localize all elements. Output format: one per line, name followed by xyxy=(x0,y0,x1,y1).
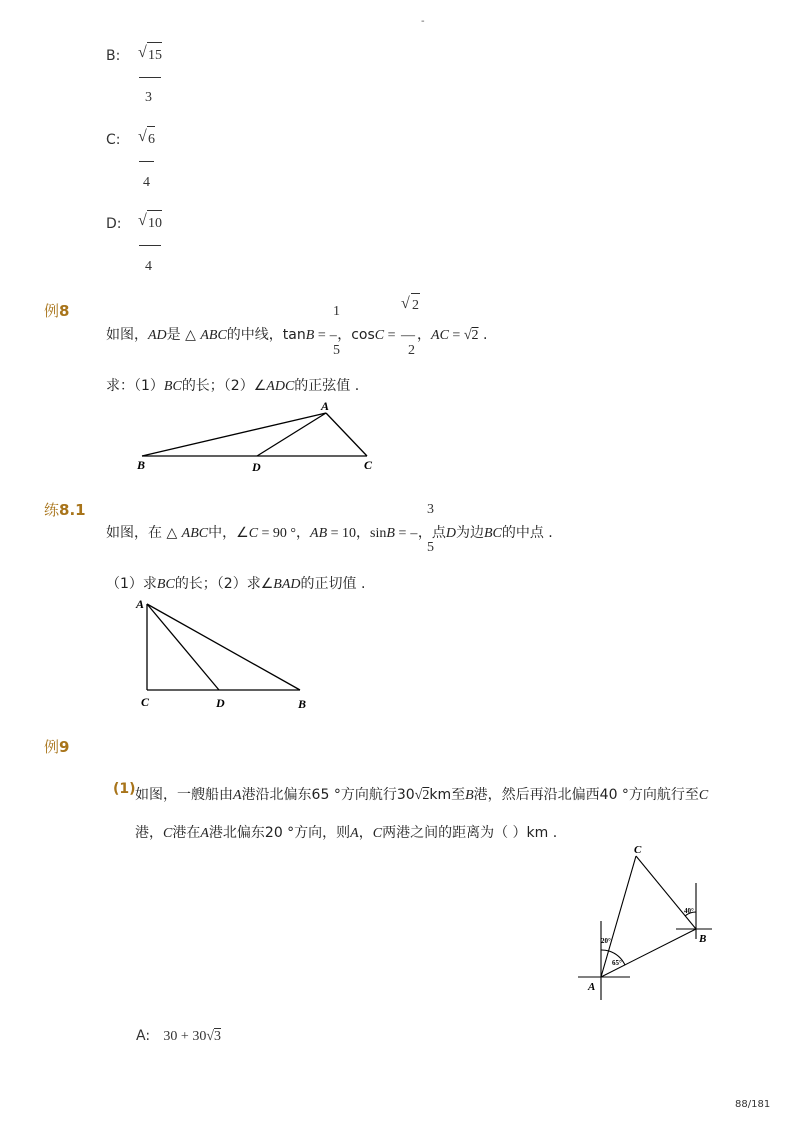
pr81-statement: 如图，在 △ ABC中，∠C = 90 °，AB = 10，sinB = –，点D为边BC的中点 . xyxy=(106,525,553,541)
angle-65-label: 65° xyxy=(612,959,622,967)
sqrt-bar xyxy=(147,42,162,43)
ex8-statement: 如图，AD是 △ ABC的中线，tanB = –，cosC = — ，AC = √2 . xyxy=(106,327,488,343)
navigation-figure-ex9 xyxy=(570,838,720,1008)
page-number: 88/181 xyxy=(735,1099,771,1110)
radicand: 6 xyxy=(148,132,155,147)
denominator: 3 xyxy=(145,90,152,105)
fraction-bar xyxy=(139,245,161,246)
vertex-d-label: D xyxy=(252,460,261,474)
option-label: B: xyxy=(106,48,121,64)
vertex-b-label: B xyxy=(298,697,307,711)
header-mark: - xyxy=(421,16,425,27)
sqrt-bar xyxy=(147,126,155,127)
vertex-a-label: A xyxy=(588,981,596,993)
vertex-c-label: C xyxy=(141,695,150,709)
angle-20-label: 20° xyxy=(601,937,611,945)
tag-text: 练 xyxy=(44,501,60,519)
sqrt-sign: √ xyxy=(138,212,147,229)
sqrt-sign: √ xyxy=(138,44,147,61)
denominator: 4 xyxy=(143,175,150,190)
triangle-figure-ex8 xyxy=(130,395,390,480)
vertex-b-label: B xyxy=(699,933,707,945)
tag-text: 例 xyxy=(44,302,60,320)
ex9-line-1: 如图，一艘船由A港沿北偏东65 °方向航行30√2km至B港，然后再沿北偏西40 °方向航行至C xyxy=(135,787,709,803)
radicand: 15 xyxy=(148,48,162,63)
sqrt-sign: √ xyxy=(401,295,410,312)
tag-number: 9 xyxy=(59,738,70,756)
cos-numerator-radicand: 2 xyxy=(412,298,419,313)
sub-question-number: (1) xyxy=(113,781,136,797)
sqrt-bar xyxy=(147,210,162,211)
tag-text: 例 xyxy=(44,738,60,756)
option-a: A: 30 + 30√3 xyxy=(136,1028,222,1044)
sin-denominator: 5 xyxy=(427,540,434,555)
vertex-d-label: D xyxy=(216,696,225,710)
denominator: 4 xyxy=(145,259,152,274)
ex9-line-2: 港，C港在A港北偏东20 °方向，则A，C两港之间的距离为（ ）km . xyxy=(135,825,558,841)
example-tag xyxy=(44,300,69,321)
pr81-question: （1）求BC的长；（2）求∠BAD的正切值 . xyxy=(106,576,366,592)
option-label: C: xyxy=(106,132,121,148)
tag-number: 8.1 xyxy=(59,501,86,519)
option-label: A: xyxy=(136,1028,151,1044)
fraction-bar xyxy=(139,161,154,162)
vertex-b-label: B xyxy=(137,458,146,472)
cos-denominator: 2 xyxy=(408,343,415,358)
triangle-figure-pr81 xyxy=(130,594,320,714)
option-label: D: xyxy=(106,216,122,232)
angle-40-label: 40° xyxy=(684,907,694,915)
ex8-question: 求：（1）BC的长；（2）∠ADC的正弦值 . xyxy=(106,378,360,394)
sqrt-sign: √ xyxy=(138,128,147,145)
sqrt-bar xyxy=(411,293,420,294)
fraction-bar xyxy=(139,77,161,78)
vertex-c-label: C xyxy=(364,458,373,472)
tan-denominator: 5 xyxy=(333,343,340,358)
vertex-a-label: A xyxy=(321,399,330,413)
tan-numerator: 1 xyxy=(333,304,340,319)
vertex-a-label: A xyxy=(136,597,145,611)
vertex-c-label: C xyxy=(634,844,642,856)
tag-number: 8 xyxy=(59,302,70,320)
option-a-expression: 30 + 30 xyxy=(163,1029,207,1044)
option-a-radicand: 3 xyxy=(214,1029,222,1044)
practice-tag xyxy=(44,499,86,520)
sin-numerator: 3 xyxy=(427,502,434,517)
radicand: 10 xyxy=(148,216,162,231)
example-tag xyxy=(44,736,69,757)
